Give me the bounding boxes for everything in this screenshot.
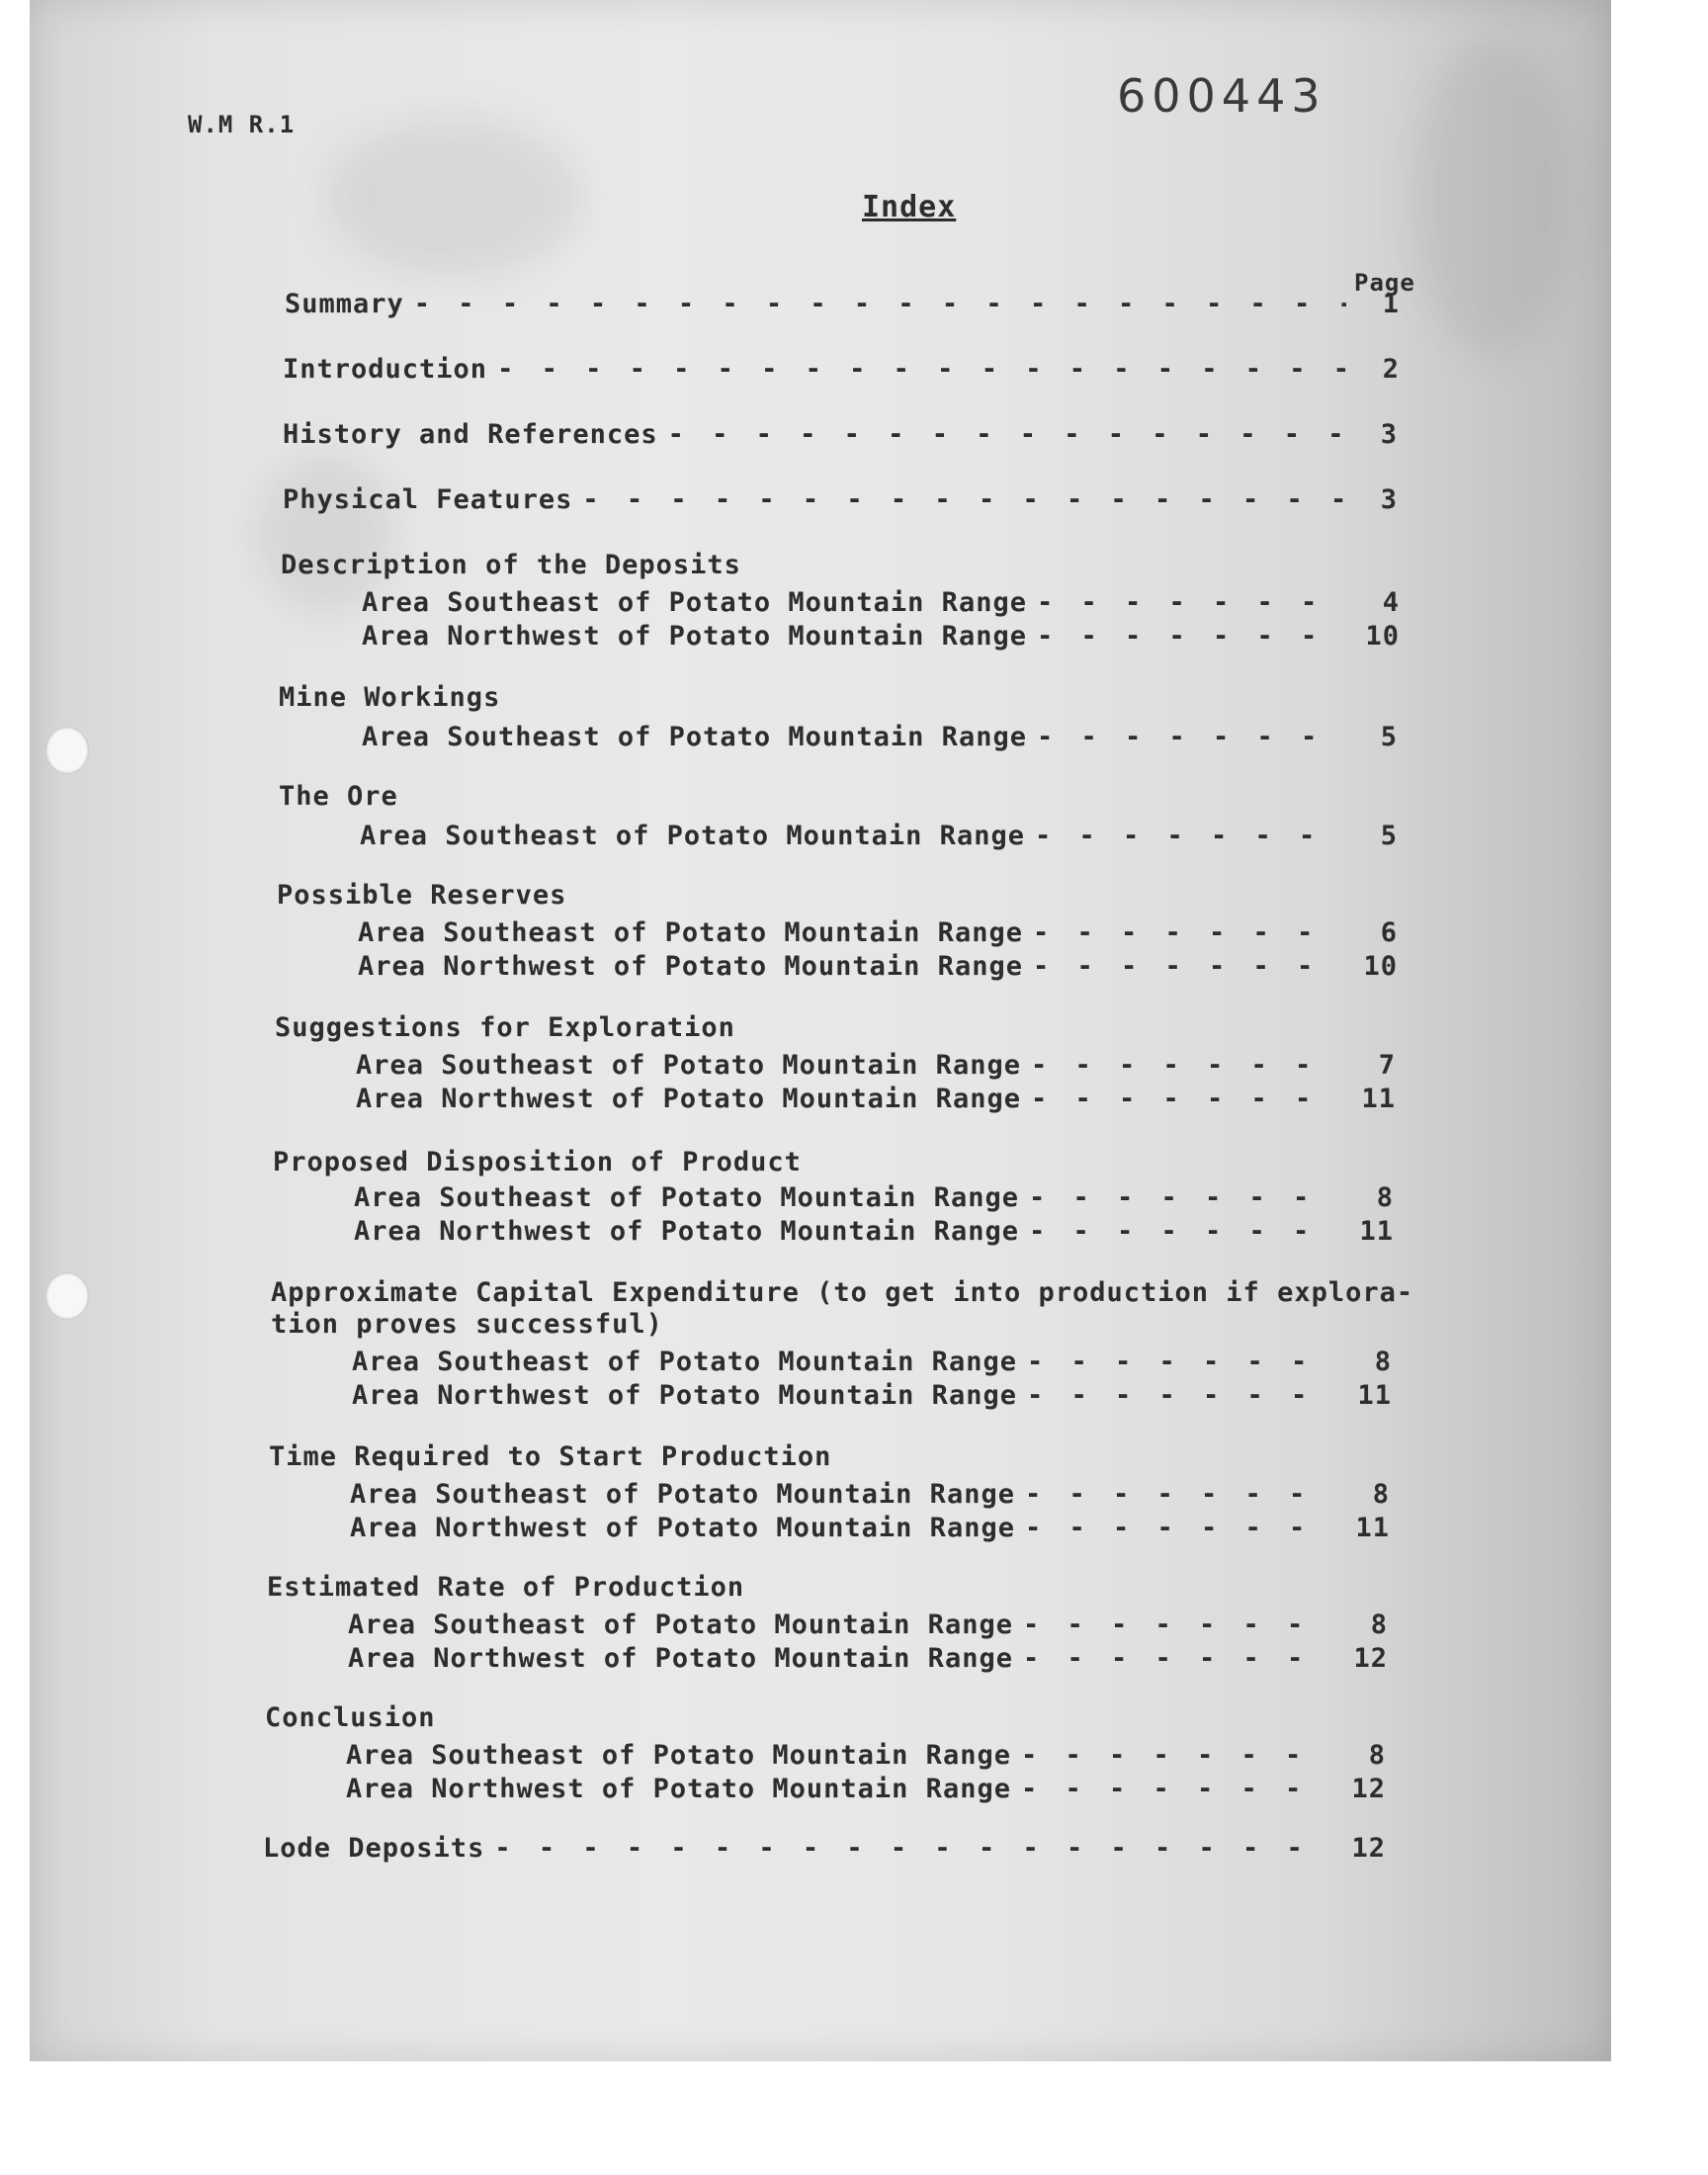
stain xyxy=(326,119,583,277)
entry-label: Area Southeast of Potato Mountain Range xyxy=(348,1610,1013,1640)
entry-page: 11 xyxy=(1357,1380,1392,1411)
leader-dots xyxy=(1027,1347,1338,1377)
entry-label: Area Northwest of Potato Mountain Range xyxy=(358,951,1023,982)
entry-label: Summary xyxy=(285,289,404,319)
leader-dots xyxy=(1037,621,1346,652)
entry-page: 3 xyxy=(1380,419,1398,450)
index-subentry[interactable] xyxy=(346,1774,1386,1804)
stain xyxy=(1413,40,1572,356)
entry-page: 8 xyxy=(1376,1182,1394,1213)
leader-dots xyxy=(414,289,1346,319)
entry-label: Area Southeast of Potato Mountain Range xyxy=(350,1479,1015,1510)
index-subentry[interactable] xyxy=(352,1347,1392,1377)
section-heading: Conclusion xyxy=(265,1702,436,1733)
index-subentry[interactable] xyxy=(350,1479,1390,1510)
entry-label: Area Northwest of Potato Mountain Range xyxy=(352,1380,1017,1411)
entry-label: Area Southeast of Potato Mountain Range xyxy=(362,722,1027,752)
entry-page: 12 xyxy=(1351,1833,1386,1864)
entry-page: 5 xyxy=(1380,821,1398,851)
leader-dots xyxy=(1027,1380,1338,1411)
index-title: Index xyxy=(862,190,957,224)
entry-page: 12 xyxy=(1351,1774,1386,1804)
entry-page: 3 xyxy=(1380,484,1398,515)
leader-dots xyxy=(1025,1513,1336,1543)
leader-dots xyxy=(1031,1050,1342,1081)
index-entry-physical[interactable] xyxy=(283,484,1398,515)
index-subentry[interactable] xyxy=(346,1740,1386,1771)
index-subentry[interactable] xyxy=(356,1084,1396,1114)
index-subentry[interactable] xyxy=(350,1513,1390,1543)
section-heading: Possible Reserves xyxy=(277,880,567,911)
section-heading: The Ore xyxy=(279,781,398,812)
entry-page: 10 xyxy=(1365,621,1400,652)
index-subentry[interactable] xyxy=(354,1182,1394,1213)
entry-label: Area Southeast of Potato Mountain Range xyxy=(360,821,1025,851)
entry-label: Area Northwest of Potato Mountain Range xyxy=(350,1513,1015,1543)
leader-dots xyxy=(1031,1084,1342,1114)
entry-page: 8 xyxy=(1370,1610,1388,1640)
index-subentry[interactable] xyxy=(362,722,1398,752)
index-subentry[interactable] xyxy=(348,1643,1388,1674)
index-subentry[interactable] xyxy=(354,1216,1394,1247)
index-entry-lode-deposits[interactable] xyxy=(263,1833,1386,1864)
index-subentry[interactable] xyxy=(356,1050,1396,1081)
index-subentry[interactable] xyxy=(362,621,1400,652)
index-subentry[interactable] xyxy=(348,1610,1388,1640)
page-column-header: Page xyxy=(1354,269,1415,297)
entry-page: 11 xyxy=(1359,1216,1394,1247)
entry-label: Area Southeast of Potato Mountain Range xyxy=(358,917,1023,948)
leader-dots xyxy=(1029,1216,1340,1247)
entry-label: Area Northwest of Potato Mountain Range xyxy=(348,1643,1013,1674)
section-heading: Proposed Disposition of Product xyxy=(273,1147,802,1177)
leader-dots xyxy=(1033,917,1344,948)
index-subentry[interactable] xyxy=(360,821,1398,851)
leader-dots xyxy=(1023,1610,1334,1640)
entry-page: 8 xyxy=(1368,1740,1386,1771)
leader-dots xyxy=(1037,587,1346,618)
leader-dots xyxy=(1021,1740,1332,1771)
entry-page: 11 xyxy=(1355,1513,1390,1543)
entry-page: 6 xyxy=(1380,917,1398,948)
entry-label: Physical Features xyxy=(283,484,573,515)
index-entry-history[interactable] xyxy=(283,419,1398,450)
entry-page: 8 xyxy=(1374,1347,1392,1377)
section-heading-cont: tion proves successful) xyxy=(271,1309,663,1340)
stamp-number: 600443 xyxy=(1117,69,1326,123)
index-subentry[interactable] xyxy=(352,1380,1392,1411)
section-heading: Description of the Deposits xyxy=(281,550,741,580)
entry-page: 2 xyxy=(1382,354,1400,385)
entry-page: 12 xyxy=(1353,1643,1388,1674)
section-heading: Mine Workings xyxy=(279,682,501,713)
leader-dots xyxy=(582,484,1344,515)
entry-label: Area Southeast of Potato Mountain Range xyxy=(362,587,1027,618)
entry-label: Area Northwest of Potato Mountain Range xyxy=(362,621,1027,652)
entry-page: 11 xyxy=(1361,1084,1396,1114)
index-entry-summary[interactable] xyxy=(285,289,1400,319)
document-id: W.M R.1 xyxy=(188,111,296,138)
punch-hole xyxy=(45,727,89,774)
leader-dots xyxy=(1035,821,1344,851)
entry-label: Lode Deposits xyxy=(263,1833,485,1864)
leader-dots xyxy=(1023,1643,1334,1674)
entry-page: 8 xyxy=(1372,1479,1390,1510)
leader-dots xyxy=(494,1833,1332,1864)
leader-dots xyxy=(1037,722,1344,752)
entry-label: History and References xyxy=(283,419,658,450)
entry-label: Area Southeast of Potato Mountain Range xyxy=(346,1740,1011,1771)
leader-dots xyxy=(1033,951,1344,982)
leader-dots xyxy=(497,354,1346,385)
entry-page: 7 xyxy=(1378,1050,1396,1081)
entry-label: Area Southeast of Potato Mountain Range xyxy=(356,1050,1021,1081)
entry-label: Area Northwest of Potato Mountain Range xyxy=(346,1774,1011,1804)
entry-label: Introduction xyxy=(283,354,488,385)
entry-label: Area Southeast of Potato Mountain Range xyxy=(354,1182,1019,1213)
entry-page: 5 xyxy=(1380,722,1398,752)
section-heading: Approximate Capital Expenditure (to get into production if explora- xyxy=(271,1277,1414,1308)
leader-dots xyxy=(668,419,1344,450)
entry-label: Area Northwest of Potato Mountain Range xyxy=(356,1084,1021,1114)
leader-dots xyxy=(1021,1774,1332,1804)
entry-page: 10 xyxy=(1363,951,1398,982)
index-subentry[interactable] xyxy=(358,951,1398,982)
leader-dots xyxy=(1029,1182,1340,1213)
section-heading: Time Required to Start Production xyxy=(269,1441,832,1472)
index-entry-introduction[interactable] xyxy=(283,354,1400,385)
entry-label: Area Southeast of Potato Mountain Range xyxy=(352,1347,1017,1377)
index-subentry[interactable] xyxy=(358,917,1398,948)
leader-dots xyxy=(1025,1479,1336,1510)
entry-page: 1 xyxy=(1382,289,1400,319)
section-heading: Estimated Rate of Production xyxy=(267,1572,745,1603)
entry-label: Area Northwest of Potato Mountain Range xyxy=(354,1216,1019,1247)
index-subentry[interactable] xyxy=(362,587,1400,618)
entry-page: 4 xyxy=(1382,587,1400,618)
section-heading: Suggestions for Exploration xyxy=(275,1012,735,1043)
punch-hole xyxy=(45,1272,89,1320)
